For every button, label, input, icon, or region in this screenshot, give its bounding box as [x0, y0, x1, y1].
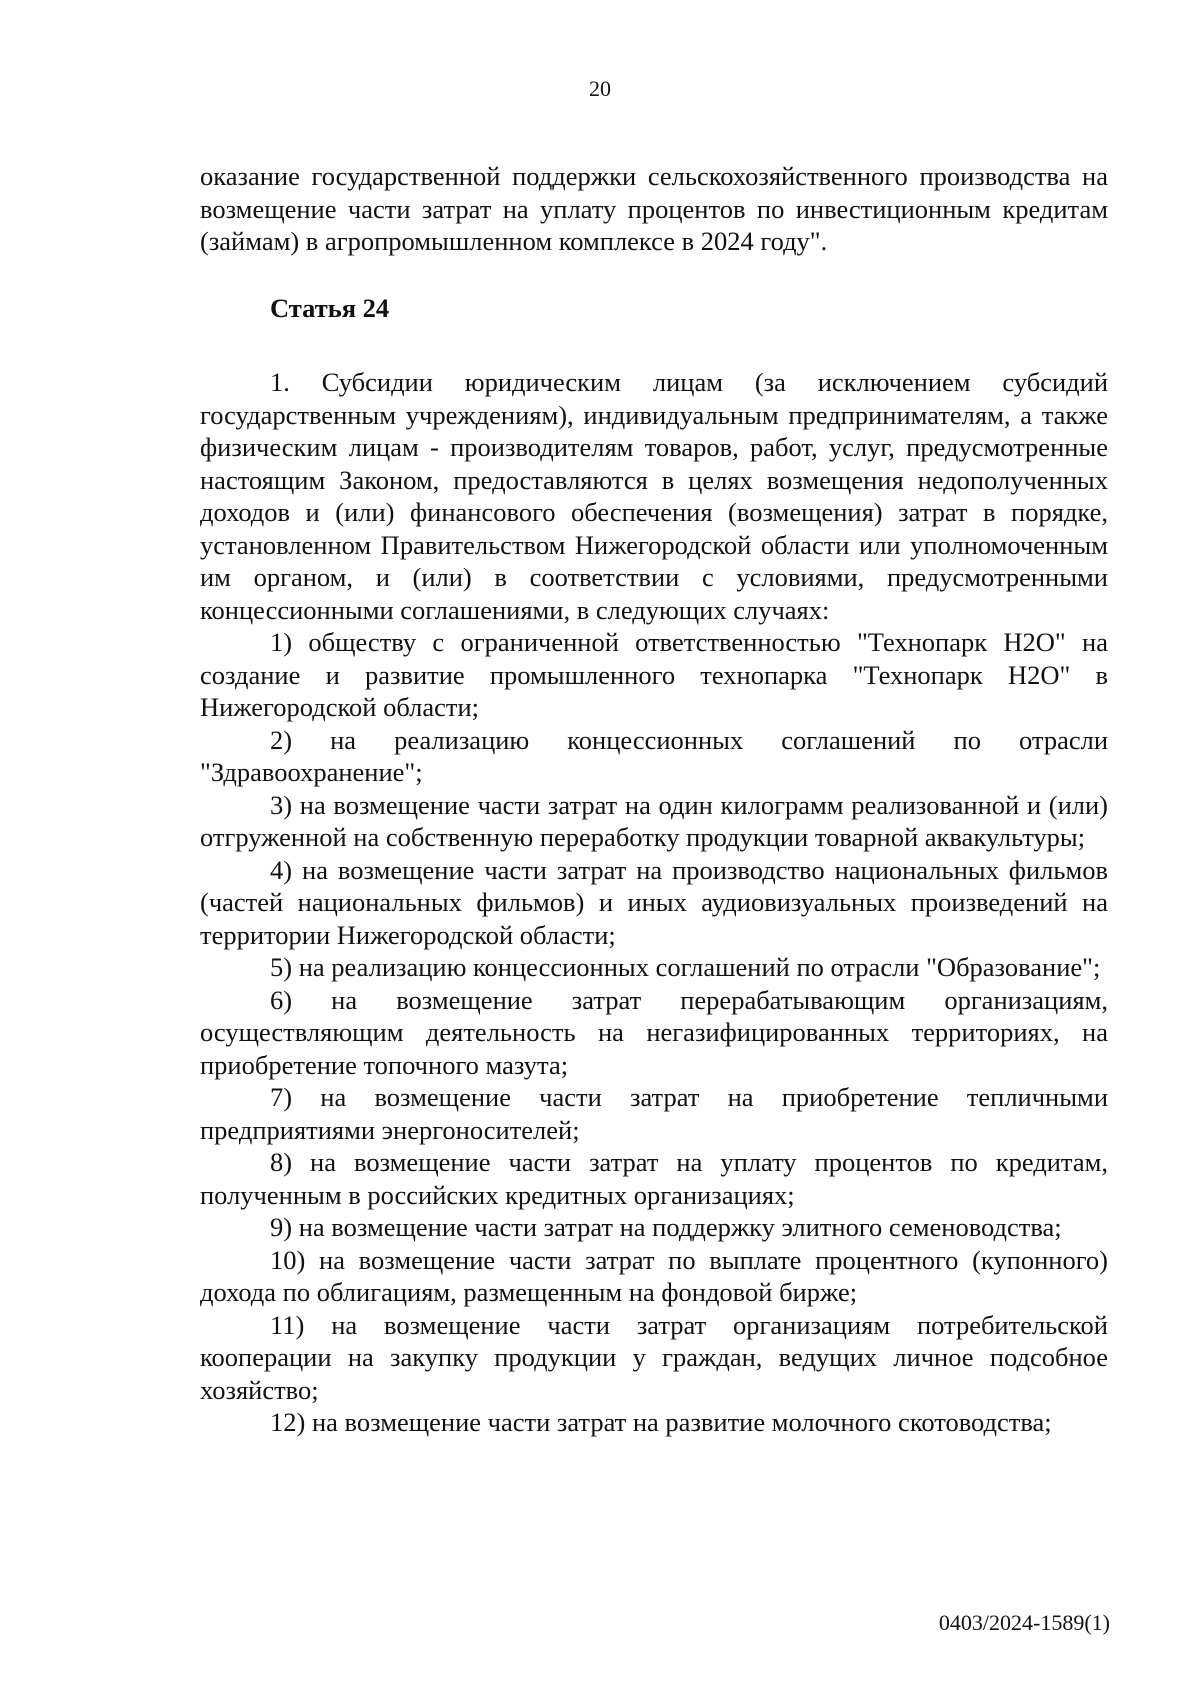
- list-item-2: 2) на реализацию концессионных соглашений по отрасли "Здравоохранение";: [200, 724, 1108, 787]
- page-number: 20: [589, 76, 611, 101]
- list-item-6: 6) на возмещение затрат перерабатывающим организациям, осуществляющим деятельность на негазифицированных территориях, на приобретение топочного мазута;: [200, 984, 1108, 1080]
- document-code: 0403/2024-1589(1): [938, 1610, 1110, 1635]
- list-item-10: 10) на возмещение части затрат по выплате процентного (купонного) дохода по облигациям, размещенным на фондовой бирже;: [200, 1244, 1108, 1307]
- article-paragraph-1: 1. Субсидии юридическим лицам (за исключением субсидий государственным учреждениям), индивидуальным предпринимателям, а также физическим лицам - производителям товаров, работ, услуг, предусмотренные настоящим Законом, предоставляются в целях возмещения недополученных доходов и (или) финансового обеспечения (возмещения) затрат в порядке, установленном Правительством Нижегородской области или уполномоченным им органом, и (или) в соответствии с условиями, предусмотренными концессионными соглашениями, в следующих случаях:: [200, 367, 1108, 625]
- list-item-5: 5) на реализацию концессионных соглашений по отрасли "Образование";: [270, 952, 1101, 982]
- list-item-12: 12) на возмещение части затрат на развитие молочного скотоводства;: [270, 1407, 1052, 1437]
- list-item-7: 7) на возмещение части затрат на приобретение тепличными предприятиями энергоносителей;: [200, 1082, 1108, 1145]
- list-item-4: 4) на возмещение части затрат на производство национальных фильмов (частей национальных фильмов) и иных аудиовизуальных произведений на территории Нижегородской области;: [200, 854, 1108, 950]
- document-body: [200, 160, 1108, 1439]
- intro-paragraph: оказание государственной поддержки сельскохозяйственного производства на возмещение части затрат на уплату процентов по инвестиционным кредитам (займам) в агропромышленном комплексе в 2024 году".: [200, 161, 1108, 256]
- article-title: Статья 24: [270, 292, 390, 323]
- list-item-8: 8) на возмещение части затрат на уплату процентов по кредитам, полученным в российских кредитных организациях;: [200, 1147, 1108, 1210]
- list-item-11: 11) на возмещение части затрат организациям потребительской кооперации на закупку продукции у граждан, ведущих личное подсобное хозяйство;: [200, 1309, 1108, 1405]
- list-item-3: 3) на возмещение части затрат на один килограмм реализованной и (или) отгруженной на собственную переработку продукции товарной аквакультуры;: [200, 789, 1108, 852]
- list-item-9: 9) на возмещение части затрат на поддержку элитного семеноводства;: [270, 1212, 1062, 1242]
- list-item-1: 1) обществу с ограниченной ответственностью "Технопарк Н2О" на создание и развитие промышленного технопарка "Технопарк Н2О" в Нижегородской области;: [200, 627, 1108, 722]
